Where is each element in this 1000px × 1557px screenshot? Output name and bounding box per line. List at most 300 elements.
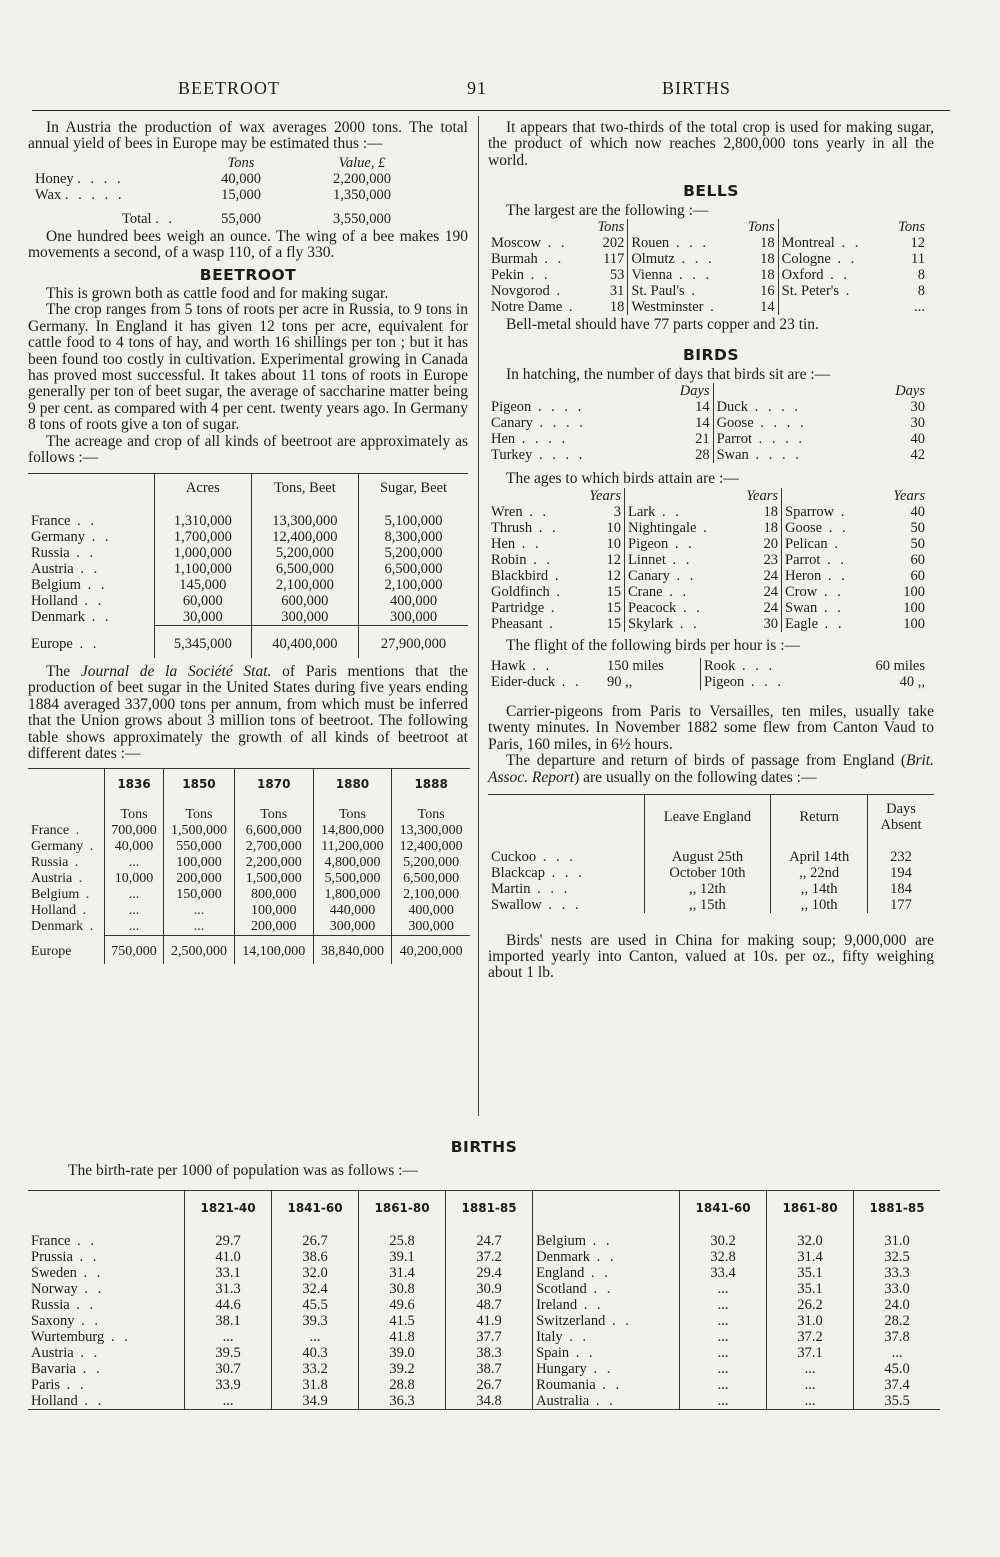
cell: 2,700,000 xyxy=(234,839,313,855)
row-label: Goldfinch xyxy=(491,583,550,600)
column-header: Years xyxy=(893,487,925,504)
row-label: Notre Dame xyxy=(491,299,563,316)
leader-dots: . . . . xyxy=(515,431,569,448)
leader-dots: . . xyxy=(605,1312,632,1329)
leader-dots: . . xyxy=(84,609,112,626)
row-label-cell xyxy=(628,283,745,299)
row-label-cell xyxy=(28,561,155,577)
leader-dots: . . xyxy=(669,567,697,584)
leader-dots: . . xyxy=(60,1376,87,1393)
row-label-cell xyxy=(488,447,664,463)
leader-dots: . . . . xyxy=(748,447,802,464)
cell: 27,900,000 xyxy=(359,626,468,659)
column-header: Return xyxy=(771,795,868,839)
row-label: Heron xyxy=(785,567,822,584)
page-number: 91 xyxy=(467,78,487,98)
cell: 12 xyxy=(606,567,621,584)
row-label: Rook xyxy=(704,658,736,675)
table-row xyxy=(488,616,928,632)
cell: 24 xyxy=(763,599,778,616)
row-label: Peacock xyxy=(628,599,677,616)
row-label-cell xyxy=(625,504,742,520)
row-label-cell xyxy=(625,536,742,552)
cell: 41.5 xyxy=(359,1313,446,1329)
cell: 18 xyxy=(609,299,625,316)
row-label-cell xyxy=(533,1377,680,1393)
row-label-cell xyxy=(713,447,880,463)
leader-dots: . . xyxy=(577,1296,604,1313)
row-label-cell xyxy=(28,1249,185,1265)
cell: 232 xyxy=(868,839,934,865)
table-row xyxy=(28,545,468,561)
row-label: Canary xyxy=(491,415,533,432)
table-row xyxy=(488,881,934,897)
leader-dots: . . xyxy=(820,551,847,568)
row-label: Hungary xyxy=(536,1360,587,1377)
row-label: Denmark xyxy=(536,1248,591,1265)
cell: 35.1 xyxy=(767,1265,854,1281)
cell: ... xyxy=(680,1281,767,1297)
cell: 31.3 xyxy=(185,1281,272,1297)
leader-dots: . . . xyxy=(544,864,585,881)
cell: 37.1 xyxy=(767,1345,854,1361)
leader-dots: . . . . xyxy=(752,431,806,448)
leader-dots: . . xyxy=(70,513,97,529)
cell: ... xyxy=(767,1377,854,1393)
cell: 100 xyxy=(903,583,925,600)
bells-after: Bell-metal should have 77 parts copper and 23 tin. xyxy=(506,316,819,334)
cell: 1,800,000 xyxy=(313,887,392,903)
cell: 18 xyxy=(760,251,775,268)
cell: 40.3 xyxy=(272,1345,359,1361)
cell: 35.5 xyxy=(854,1393,940,1410)
cell: 25.8 xyxy=(359,1225,446,1249)
cell: 15 xyxy=(606,583,621,600)
cell: 100,000 xyxy=(234,903,313,919)
cell: 49.6 xyxy=(359,1297,446,1313)
row-label: Belgium xyxy=(31,886,80,902)
row-label-cell xyxy=(488,520,584,536)
cell: 2,100,000 xyxy=(392,887,470,903)
cell: 37.2 xyxy=(446,1249,533,1265)
row-label: St. Paul's xyxy=(631,283,685,300)
row-label-cell xyxy=(28,577,155,593)
row-label-cell xyxy=(533,1265,680,1281)
cell: 26.7 xyxy=(272,1225,359,1249)
cell: 41.0 xyxy=(185,1249,272,1265)
text: The xyxy=(46,663,81,680)
row-label: Wren xyxy=(491,503,523,520)
column-header: 1888 xyxy=(392,769,470,799)
cell: 24.7 xyxy=(446,1225,533,1249)
row-label-cell xyxy=(28,1297,185,1313)
cell: ... xyxy=(272,1329,359,1345)
row-label-cell xyxy=(628,267,745,283)
cell: 12,400,000 xyxy=(251,529,358,545)
row-label-cell xyxy=(488,616,584,632)
leader-dots: . . xyxy=(673,615,700,632)
cell: 14 xyxy=(760,299,775,316)
cell: 32.4 xyxy=(272,1281,359,1297)
cell: 45.0 xyxy=(854,1361,940,1377)
row-label: Austria xyxy=(31,561,74,577)
row-label: Olmutz xyxy=(631,251,675,268)
cell: 100 xyxy=(903,615,925,632)
row-label-cell xyxy=(533,1345,680,1361)
cell: August 25th xyxy=(644,839,771,865)
cell: 150 miles xyxy=(607,658,664,675)
leader-dots: . xyxy=(684,283,698,300)
cell: 15 xyxy=(606,599,621,616)
cell: 2,100,000 xyxy=(359,577,468,593)
table-row xyxy=(28,626,468,659)
row-label-cell xyxy=(488,299,594,315)
row-label-cell xyxy=(533,1329,680,1345)
leader-dots: . . xyxy=(74,1312,101,1329)
cell: 400,000 xyxy=(359,593,468,609)
cell: 38.3 xyxy=(446,1345,533,1361)
cell: 38.7 xyxy=(446,1361,533,1377)
cell: 55,000 xyxy=(221,210,261,227)
cell: 550,000 xyxy=(164,839,235,855)
leader-dots: . xyxy=(68,854,82,870)
row-label-cell xyxy=(782,536,889,552)
cell: ... xyxy=(680,1345,767,1361)
row-label: Paris xyxy=(31,1376,60,1393)
cell: 50 xyxy=(910,535,925,552)
leader-dots: . xyxy=(549,583,564,600)
table-row xyxy=(488,399,928,415)
birds-passage-intro xyxy=(488,753,934,786)
leader-dots: . . xyxy=(70,1232,97,1249)
row-label-cell xyxy=(778,299,895,315)
row-label: Vienna xyxy=(631,267,673,284)
cell: 26.2 xyxy=(767,1297,854,1313)
table-row xyxy=(28,855,470,871)
cell: Tons xyxy=(105,799,164,823)
row-label: Pigeon xyxy=(704,674,745,691)
row-label: Belgium xyxy=(536,1232,587,1249)
cell: 28.2 xyxy=(854,1313,940,1329)
row-label-cell xyxy=(28,1313,185,1329)
cell: 800,000 xyxy=(234,887,313,903)
row-label-cell xyxy=(488,839,644,865)
cell: 23 xyxy=(763,551,778,568)
bees-table xyxy=(32,155,430,227)
row-label-cell xyxy=(782,552,889,568)
row-label: Germany xyxy=(31,838,84,854)
cell: ,, 10th xyxy=(771,897,868,913)
row-label: Novgorod xyxy=(491,283,550,300)
cell: 6,500,000 xyxy=(251,561,358,577)
cell: 30.8 xyxy=(359,1281,446,1297)
leader-dots: . . xyxy=(821,567,848,584)
table-row xyxy=(28,1377,940,1393)
column-header: Days xyxy=(679,383,710,400)
row-label: Canary xyxy=(628,567,670,584)
row-label-cell xyxy=(533,1225,680,1249)
table-row xyxy=(488,839,934,865)
cell: 2,100,000 xyxy=(251,577,358,593)
cell: 39.1 xyxy=(359,1249,446,1265)
row-label: Denmark xyxy=(31,919,84,935)
cell: 300,000 xyxy=(313,919,392,936)
leader-dots: . . xyxy=(668,535,695,552)
row-label: Thrush xyxy=(491,519,533,536)
table-row xyxy=(488,552,928,568)
column-header: Tons xyxy=(898,219,925,236)
cell: 28.8 xyxy=(359,1377,446,1393)
table-row xyxy=(28,1249,940,1265)
table-row xyxy=(28,887,470,903)
row-label: France xyxy=(31,822,70,838)
cell: 145,000 xyxy=(155,577,252,593)
row-label: Skylark xyxy=(628,615,674,632)
cell: 3,550,000 xyxy=(333,210,391,227)
cell: 1,100,000 xyxy=(155,561,252,577)
row-label-cell xyxy=(28,839,105,855)
cell: October 10th xyxy=(644,865,771,881)
bees-h-value: Value, £ xyxy=(338,154,386,171)
leader-dots: . . . . xyxy=(531,399,585,416)
leader-dots: . . xyxy=(72,635,100,652)
row-label-cell xyxy=(628,299,745,315)
cell: 41.8 xyxy=(359,1329,446,1345)
table-row: Honey . . . . 40,000 2,200,000 xyxy=(32,171,430,187)
row-label: Montreal xyxy=(781,235,835,252)
cell: 16 xyxy=(760,283,775,300)
row-label: Holland xyxy=(31,902,77,918)
cell: 700,000 xyxy=(105,823,164,839)
row-label-cell xyxy=(488,431,664,447)
row-label-cell xyxy=(625,568,742,584)
row-label-cell xyxy=(625,520,742,536)
cell: 30.2 xyxy=(680,1225,767,1249)
cell: 30.9 xyxy=(446,1281,533,1297)
cell: ... xyxy=(105,855,164,871)
leader-dots: . . xyxy=(817,599,844,616)
cell: 33.1 xyxy=(185,1265,272,1281)
cell: 14,800,000 xyxy=(313,823,392,839)
leader-dots: . . xyxy=(522,503,550,520)
cell: 32.0 xyxy=(272,1265,359,1281)
leader-dots: . . . xyxy=(536,848,576,865)
row-label-cell xyxy=(28,903,105,919)
cell: 33.4 xyxy=(680,1265,767,1281)
cell: 6,600,000 xyxy=(234,823,313,839)
table-row xyxy=(488,584,928,600)
cell: 60 xyxy=(910,567,925,584)
leader-dots: . . . xyxy=(735,658,776,675)
column-header: Sugar, Beet xyxy=(359,473,468,503)
hatching-table xyxy=(488,383,928,463)
row-label-cell xyxy=(782,616,889,632)
leader-dots: . xyxy=(839,283,853,300)
table-row xyxy=(488,251,928,267)
beetroot-p3: The acreage and crop of all kinds of beetroot are approximately as follows :— xyxy=(28,432,468,467)
row-label-cell xyxy=(28,855,105,871)
cell: 8,300,000 xyxy=(359,529,468,545)
cell: 37.8 xyxy=(854,1329,940,1345)
row-label-cell xyxy=(28,1393,185,1410)
cell: 40,400,000 xyxy=(251,626,358,659)
row-label-cell xyxy=(28,1345,185,1361)
table-row xyxy=(28,561,468,577)
leader-dots: . . xyxy=(73,1344,101,1361)
row-label-cell xyxy=(28,1329,185,1345)
row-label-cell xyxy=(778,235,895,251)
leader-dots: . . xyxy=(104,1328,131,1345)
cell: 41.9 xyxy=(446,1313,533,1329)
row-label: Prussia xyxy=(31,1248,73,1265)
section-title-births: BIRTHS xyxy=(450,1138,518,1156)
table-row xyxy=(28,919,470,936)
column-header: Years xyxy=(746,487,778,504)
row-label-cell xyxy=(488,399,664,415)
cell: 29.4 xyxy=(446,1265,533,1281)
cell: ... xyxy=(680,1329,767,1345)
table-row xyxy=(488,658,928,674)
section-title-bells: BELLS xyxy=(683,182,739,201)
cell: 5,500,000 xyxy=(313,871,392,887)
cell: ... xyxy=(105,919,164,936)
cell: ... xyxy=(164,919,235,936)
leader-dots: . xyxy=(83,838,97,854)
row-label: Eagle xyxy=(785,615,819,632)
row-label-cell xyxy=(713,431,880,447)
beetroot-p4 xyxy=(28,664,468,762)
row-label: Switzerland xyxy=(536,1312,606,1329)
column-header: 1841-60 xyxy=(272,1191,359,1225)
cell: 300,000 xyxy=(251,609,358,626)
cell: 31.4 xyxy=(767,1249,854,1265)
cell: 1,350,000 xyxy=(333,186,391,203)
leader-dots: . . xyxy=(569,1344,596,1361)
leader-dots: . . . xyxy=(674,251,715,268)
row-label-cell xyxy=(625,600,742,616)
row-label: France xyxy=(31,513,71,529)
leader-dots: . xyxy=(548,567,562,584)
table-row xyxy=(28,839,470,855)
leader-dots: . . xyxy=(595,1376,623,1393)
table-row xyxy=(488,897,934,913)
leader-dots: . . xyxy=(532,519,559,536)
cell: ... xyxy=(680,1313,767,1329)
row-label: Russia xyxy=(31,545,70,561)
table-row xyxy=(28,1297,940,1313)
row-label: Sweden xyxy=(31,1264,77,1281)
leader-dots: . . xyxy=(655,503,682,520)
row-label: Pigeon xyxy=(491,399,532,416)
beetroot-p1: This is grown both as cattle food and for making sugar. xyxy=(46,285,389,303)
row-label: Pekin xyxy=(491,267,525,284)
cell: 38.1 xyxy=(185,1313,272,1329)
row-label-cell xyxy=(701,658,840,674)
text-italic: Journal de la Société Stat. xyxy=(80,663,272,680)
table-row xyxy=(28,823,470,839)
row-label-cell xyxy=(28,1361,185,1377)
table-row xyxy=(28,1265,940,1281)
table-row xyxy=(28,503,468,529)
cell: ,, 22nd xyxy=(771,865,868,881)
row-label-cell xyxy=(488,235,594,251)
row-label: Eider-duck xyxy=(491,674,556,691)
row-label-cell xyxy=(782,568,889,584)
leader-dots: . . xyxy=(77,1280,105,1297)
leader-dots: . . xyxy=(80,577,108,593)
row-label: St. Peter's xyxy=(781,283,840,300)
cell: 37.7 xyxy=(446,1329,533,1345)
table-row xyxy=(488,447,928,463)
table-row xyxy=(28,1313,940,1329)
leader-dots: . . xyxy=(817,583,844,600)
leader-dots: . xyxy=(83,919,97,935)
cell: 177 xyxy=(868,897,934,913)
row-label: Holland xyxy=(31,593,78,609)
row-label-cell xyxy=(778,251,895,267)
row-label: Crane xyxy=(628,583,663,600)
ages-table xyxy=(488,488,928,632)
leader-dots: . . xyxy=(586,1360,614,1377)
flight-intro: The flight of the following birds per hour is :— xyxy=(506,636,801,654)
cell: ,, 14th xyxy=(771,881,868,897)
cell: 8 xyxy=(917,267,925,284)
row-label: Goose xyxy=(716,415,754,432)
leader-dots: . . . . xyxy=(532,415,586,432)
row-label: Cologne xyxy=(781,251,831,268)
cell: April 14th xyxy=(771,839,868,865)
row-label-cell xyxy=(488,536,584,552)
leader-dots: . . xyxy=(676,599,703,616)
row-label: Moscow xyxy=(491,235,541,252)
leader-dots: . . xyxy=(69,1296,97,1313)
cell: 12,400,000 xyxy=(392,839,470,855)
cell: 1,500,000 xyxy=(234,871,313,887)
cell: 200,000 xyxy=(164,871,235,887)
cell: ,, 15th xyxy=(644,897,771,913)
row-label: Honey xyxy=(35,170,74,187)
cell: 21 xyxy=(695,431,710,448)
cell: 2,500,000 xyxy=(164,935,235,964)
migration-table xyxy=(488,794,934,913)
leader-dots: . xyxy=(827,535,841,552)
row-label-cell xyxy=(533,1361,680,1377)
row-label-cell xyxy=(488,552,584,568)
row-label-cell xyxy=(625,616,742,632)
column-header: 1881-85 xyxy=(446,1191,533,1225)
leader-dots: . . xyxy=(584,1264,611,1281)
cell: ... xyxy=(680,1361,767,1377)
cell: 440,000 xyxy=(313,903,392,919)
cell: 5,345,000 xyxy=(155,626,252,659)
row-label: Wax xyxy=(35,186,62,203)
row-label: Russia xyxy=(31,1296,70,1313)
row-label-cell xyxy=(701,674,840,690)
births-intro: The birth-rate per 1000 of population was as follows :— xyxy=(68,1162,418,1179)
row-label: France xyxy=(31,1232,71,1249)
cell: 24 xyxy=(763,567,778,584)
cell: 44.6 xyxy=(185,1297,272,1313)
cell: ,, 12th xyxy=(644,881,771,897)
row-label: Swan xyxy=(716,447,749,464)
row-label-cell xyxy=(488,584,584,600)
row-label: Austria xyxy=(31,1344,74,1361)
row-label-cell xyxy=(713,399,880,415)
row-label-cell xyxy=(28,609,155,626)
bells-table xyxy=(488,219,928,315)
row-label-cell xyxy=(488,415,664,431)
cell: 100,000 xyxy=(164,855,235,871)
